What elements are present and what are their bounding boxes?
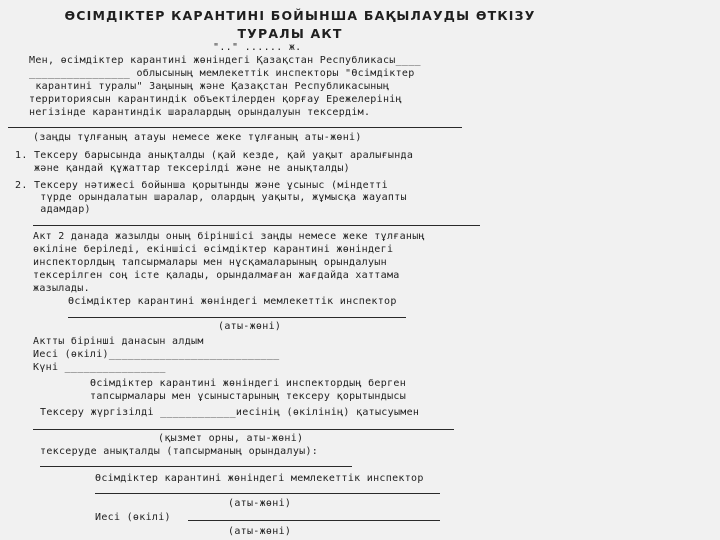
- found-line: тексеруде анықталды (тапсырманың орындалуы):: [40, 446, 319, 457]
- item-1-line: және қандай құжаттар тексерілді және не анықталды): [15, 163, 350, 174]
- inspector-signature-rule-2: [95, 493, 440, 494]
- entity-name-rule: [8, 127, 462, 128]
- intro-line: Мен, өсімдіктер карантині жөніндегі Қазақстан Республикасы____: [29, 55, 421, 66]
- followup-line: тапсырмалары мен ұсыныстарының тексеру қорытындысы: [90, 391, 407, 402]
- name-caption-3: (аты-жөні): [228, 526, 292, 537]
- conclusion-rule: [33, 225, 480, 226]
- owner-signature-rule: [188, 520, 440, 521]
- act-paragraph-line: өкіліне беріледі, екіншісі өсімдіктер карантині жөніндегі: [33, 244, 394, 255]
- followup-line: Өсімдіктер карантині жөніндегі инспектордың берген: [90, 378, 407, 389]
- act-paragraph-line: инспекторлдың тапсырмалары мен нұсқамаларының орындалуын: [33, 257, 387, 268]
- intro-line: территориясын карантиндік объектілерден қорғау Ережелерінің: [29, 94, 402, 105]
- inspector-title-2: Өсімдіктер карантині жөніндегі мемлекеттік инспектор: [95, 473, 424, 484]
- receipt-line: Актты бірінші данасын алдым: [33, 336, 204, 347]
- inspector-signature-rule-1: [68, 317, 406, 318]
- doc-title-line-1: ӨСІМДІКТЕР КАРАНТИНІ БОЙЫНША БАҚЫЛАУДЫ ӨТКІЗУ: [64, 8, 536, 23]
- position-caption: (қызмет орны, аты-жөні): [158, 433, 304, 444]
- date-line: ".." ...... ж.: [213, 42, 302, 53]
- item-1-line: 1. Тексеру барысында анықталды (қай кезде, қай уақыт аралығында: [15, 150, 414, 161]
- intro-line: негізінде карантиндік шаралардың орындалуын тексердім.: [29, 107, 371, 118]
- intro-line: ________________ облысының мемлекеттік инспекторы "Өсімдіктер: [29, 68, 415, 79]
- found-rule: [40, 466, 352, 467]
- owner-line: Иесі (өкілі): [95, 512, 178, 523]
- doc-title-line-2: ТУРАЛЫ АКТ: [237, 26, 343, 41]
- name-caption-2: (аты-жөні): [228, 498, 292, 509]
- entity-caption: (заңды тұлғаның атауы немесе жеке тұлғаның аты-жөні): [33, 132, 362, 143]
- act-paragraph-line: жазылады.: [33, 283, 90, 294]
- item-2-line: адамдар): [15, 204, 91, 215]
- item-2-line: түрде орындалатын шаралар, олардың уақыты, жұмысқа жауапты: [15, 192, 407, 203]
- act-paragraph-line: тексерілген соң істе қалады, орындалмаған жағдайда хаттама: [33, 270, 400, 281]
- name-caption-1: (аты-жөні): [218, 321, 282, 332]
- receipt-line: Иесі (өкілі)___________________________: [33, 349, 280, 360]
- intro-line: карантині туралы" Заңының және Қазақстан Республикасының: [29, 81, 390, 92]
- inspector-title-1: Өсімдіктер карантині жөніндегі мемлекеттік инспектор: [68, 296, 397, 307]
- act-paragraph-line: Акт 2 данада жазылды оның біріншісі заңды немесе жеке тұлғаның: [33, 231, 425, 242]
- item-2-line: 2. Тексеру нәтижесі бойынша қорытынды және ұсыныс (міндетті: [15, 180, 388, 191]
- conducted-line: Тексеру жүргізілді ____________иесінің (өкілінің) қатысуымен: [40, 407, 420, 418]
- receipt-line: Күні ________________: [33, 362, 166, 373]
- position-rule: [33, 429, 454, 430]
